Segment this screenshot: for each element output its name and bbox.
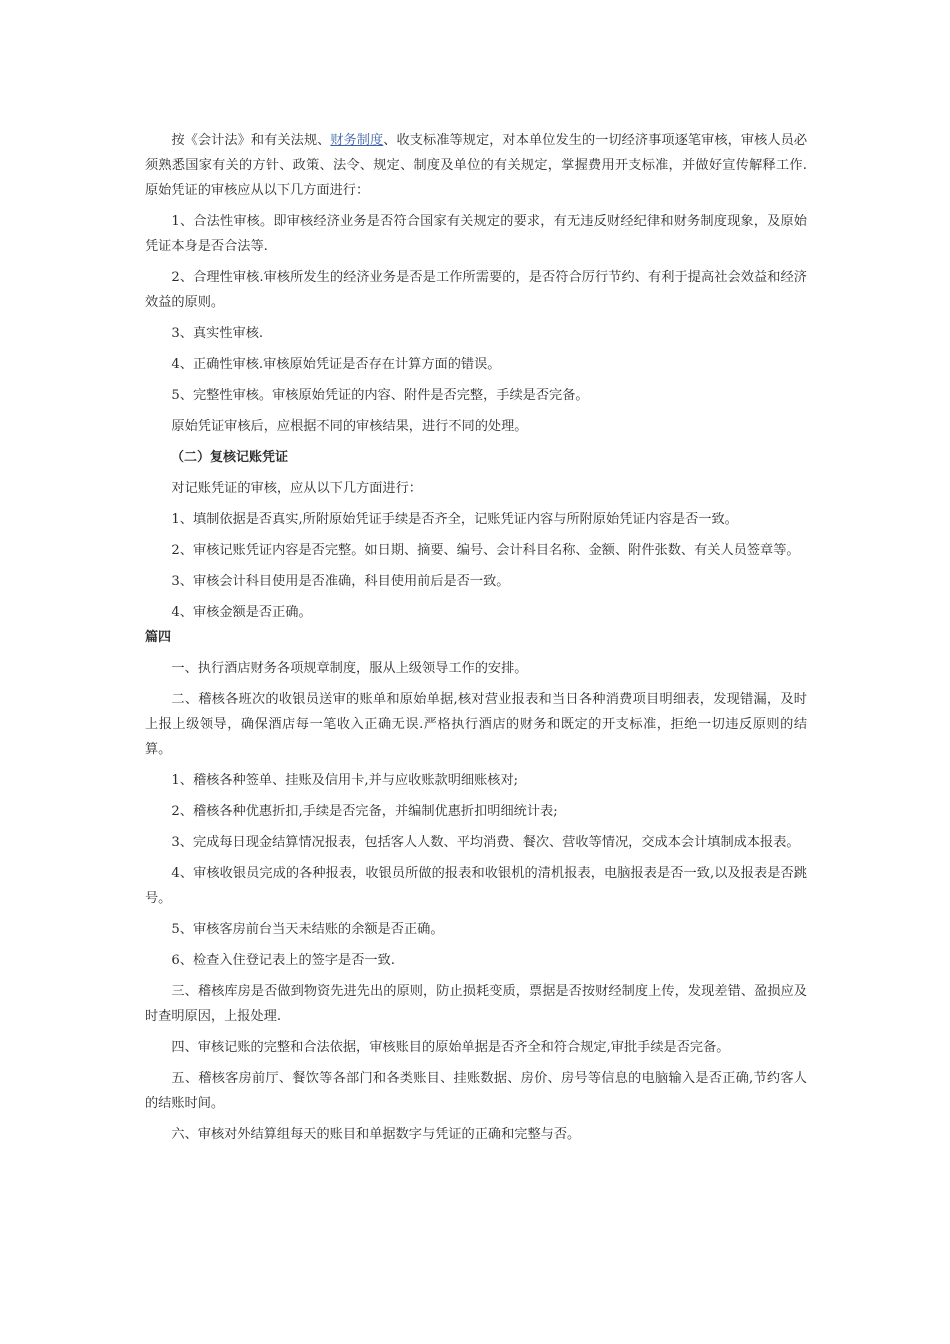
part4-paragraph-10: 四、审核记账的完整和合法依据，审核账目的原始单据是否齐全和符合规定,审批手续是否完备。 bbox=[171, 1040, 730, 1055]
intro-text-after: 、收支标准等规定，对本单位发生的一切经济事项逐笔审核，审核人员必须熟悉国家有关的方针、政策、法令、规定、制度及单位的有关规定，掌握费用开支标准，并做好宣传解释工作.原始凭证的审核应从以下几方面进行： bbox=[145, 133, 808, 198]
part4-paragraph-5: 3、完成每日现金结算情况报表，包括客人人数、平均消费、餐次、营收等情况，交成本会计填制成本报表。 bbox=[171, 835, 800, 850]
financial-system-link[interactable]: 财务制度 bbox=[330, 133, 384, 148]
intro-text-before: 按《会计法》和有关法规、 bbox=[171, 133, 331, 148]
section2-item-1: 1、填制依据是否真实,所附原始凭证手续是否齐全，记账凭证内容与所附原始凭证内容是否一致。 bbox=[171, 512, 738, 527]
part4-paragraph-8: 6、检查入住登记表上的签字是否一致. bbox=[171, 953, 395, 968]
part4-paragraph-11: 五、稽核客房前厅、餐饮等各部门和各类账目、挂账数据、房价、房号等信息的电脑输入是否正确,节约客人的结账时间。 bbox=[145, 1071, 807, 1111]
section2-item-4: 4、审核金额是否正确。 bbox=[171, 605, 312, 620]
original-check-4: 4、正确性审核.审核原始凭证是否存在计算方面的错误。 bbox=[171, 357, 501, 372]
part4-heading: 篇四 bbox=[145, 630, 172, 645]
section2-item-2: 2、审核记账凭证内容是否完整。如日期、摘要、编号、会计科目名称、金额、附件张数、有关人员签章等。 bbox=[171, 543, 800, 558]
section2-intro: 对记账凭证的审核，应从以下几方面进行： bbox=[171, 481, 422, 496]
intro-paragraph bbox=[145, 128, 807, 203]
part4-paragraph-7: 5、审核客房前台当天未结账的余额是否正确。 bbox=[171, 922, 444, 937]
part4-paragraph-1: 一、执行酒店财务各项规章制度，服从上级领导工作的安排。 bbox=[171, 661, 528, 676]
part4-paragraph-9: 三、稽核库房是否做到物资先进先出的原则，防止损耗变质，票据是否按财经制度上传，发现差错、盈损应及时查明原因，上报处理. bbox=[145, 984, 807, 1024]
original-check-3: 3、真实性审核. bbox=[171, 326, 264, 341]
original-check-2: 2、合理性审核.审核所发生的经济业务是否是工作所需要的，是否符合厉行节约、有利于提高社会效益和经济效益的原则。 bbox=[145, 270, 807, 310]
original-check-5: 5、完整性审核。审核原始凭证的内容、附件是否完整，手续是否完备。 bbox=[171, 388, 589, 403]
section2-item-3: 3、审核会计科目使用是否准确，科目使用前后是否一致。 bbox=[171, 574, 510, 589]
original-check-1: 1、合法性审核。即审核经济业务是否符合国家有关规定的要求，有无违反财经纪律和财务制度现象，及原始凭证本身是否合法等. bbox=[145, 214, 807, 254]
original-check-summary: 原始凭证审核后，应根据不同的审核结果，进行不同的处理。 bbox=[171, 419, 528, 434]
part4-paragraph-4: 2、稽核各种优惠折扣,手续是否完备，并编制优惠折扣明细统计表; bbox=[171, 804, 558, 819]
part4-paragraph-2: 二、稽核各班次的收银员送审的账单和原始单据,核对营业报表和当日各种消费项目明细表，发现错漏，及时上报上级领导，确保酒店每一笔收入正确无误.严格执行酒店的财务和既定的开支标准，拒绝一切违反原则的结算。 bbox=[145, 692, 807, 757]
part4-paragraph-12: 六、审核对外结算组每天的账目和单据数字与凭证的正确和完整与否。 bbox=[171, 1127, 581, 1142]
part4-paragraph-3: 1、稽核各种签单、挂账及信用卡,并与应收账款明细账核对; bbox=[171, 773, 519, 788]
part4-paragraph-6: 4、审核收银员完成的各种报表，收银员所做的报表和收银机的清机报表，电脑报表是否一致,以及报表是否跳号。 bbox=[145, 866, 807, 906]
section2-heading: （二）复核记账凭证 bbox=[171, 450, 289, 465]
